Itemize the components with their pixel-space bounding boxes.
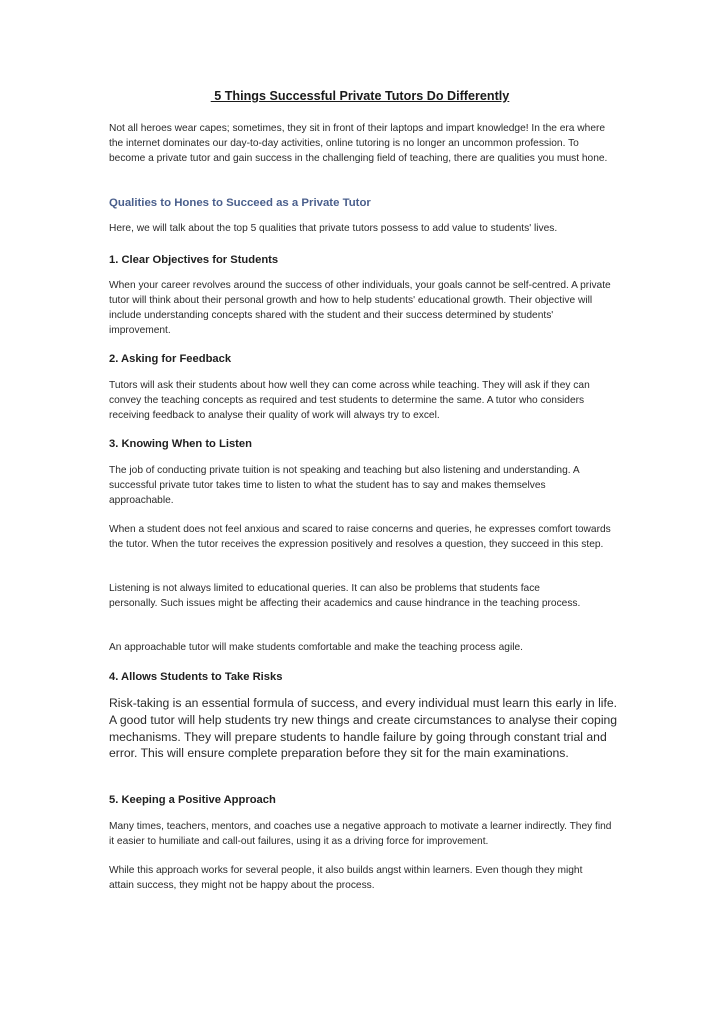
intro-block — [109, 121, 619, 166]
section-1-paragraph: When your career revolves around the success of other individuals, your goals cannot be self-centred. A private tutor will think about their personal growth and how to help students' educational growth. Their objective will include understanding concepts shared with the student and their success determined by students' improvement. — [109, 280, 611, 336]
section-3-paragraph-2: When a student does not feel anxious and scared to raise concerns and queries, he expresses comfort towards the tutor. When the tutor receives the expression positively and resolves a question, they succeed in this step. — [109, 524, 611, 550]
section-5-paragraph-2: While this approach works for several people, it also builds angst within learners. Even though they might attain success, they might not be happy about the process. — [109, 865, 583, 891]
section-5-heading: 5. Keeping a Positive Approach — [109, 794, 276, 806]
section-3-body-3 — [109, 581, 619, 611]
section-3-body-1 — [109, 463, 619, 508]
intro-paragraph: Not all heroes wear capes; sometimes, they sit in front of their laptops and impart knowledge! In the era where the internet dominates our day-to-day activities, online tutoring is no longer an uncommon profession. To become a private tutor and gain success in the challenging field of teaching, there are qualities you must hone. — [109, 123, 608, 164]
section-5-body-2 — [109, 863, 619, 893]
document-title: 5 Things Successful Private Tutors Do Differently — [210, 89, 510, 103]
qualities-intro-paragraph: Here, we will talk about the top 5 qualities that private tutors possess to add value to students' lives. — [109, 223, 558, 234]
section-2 — [109, 353, 619, 365]
section-5-paragraph-1: Many times, teachers, mentors, and coaches use a negative approach to motivate a learner indirectly. They find it easier to humiliate and call-out failures, using it as a driving force for improvement. — [109, 821, 612, 847]
qualities-subheading: Qualities to Hones to Succeed as a Private Tutor — [109, 197, 371, 209]
section-3-body-4 — [109, 640, 619, 655]
section-1-heading: 1. Clear Objectives for Students — [109, 254, 279, 266]
section-3-body-2 — [109, 522, 619, 552]
section-3-paragraph-3: Listening is not always limited to educational queries. It can also be problems that students face personally. Such issues might be affecting their academics and cause hindrance in the teaching process. — [109, 583, 581, 609]
section-2-paragraph: Tutors will ask their students about how well they can come across while teaching. They will ask if they can convey the teaching concepts as required and test students to determine the same. A tutor who considers receiving feedback to analyse their quality of work will always try to excel. — [109, 380, 590, 421]
section-2-body — [109, 378, 619, 423]
section-1 — [109, 254, 619, 266]
qualities-subheading-block — [109, 197, 619, 209]
section-3-heading: 3. Knowing When to Listen — [109, 438, 252, 450]
section-4-heading: 4. Allows Students to Take Risks — [109, 671, 283, 683]
section-4 — [109, 671, 619, 683]
section-5 — [109, 794, 619, 806]
section-3-paragraph-1: The job of conducting private tuition is not speaking and teaching but also listening and understanding. A successful private tutor takes time to listen to what the student has to say and makes themselves approachable. — [109, 465, 580, 506]
section-3 — [109, 438, 619, 450]
section-1-body — [109, 278, 619, 338]
section-4-body — [109, 695, 619, 762]
qualities-intro-block — [109, 221, 619, 236]
section-2-heading: 2. Asking for Feedback — [109, 353, 232, 365]
section-3-paragraph-4: An approachable tutor will make students comfortable and make the teaching process agile. — [109, 642, 523, 653]
section-4-paragraph: Risk-taking is an essential formula of success, and every individual must learn this early in life. A good tutor will help students try new things and create circumstances to analyse their coping mechanisms. They will prepare students to handle failure by going through constant trial and error. This will ensure complete preparation before they sit for the main examinations. — [109, 696, 618, 761]
section-5-body-1 — [109, 819, 619, 849]
